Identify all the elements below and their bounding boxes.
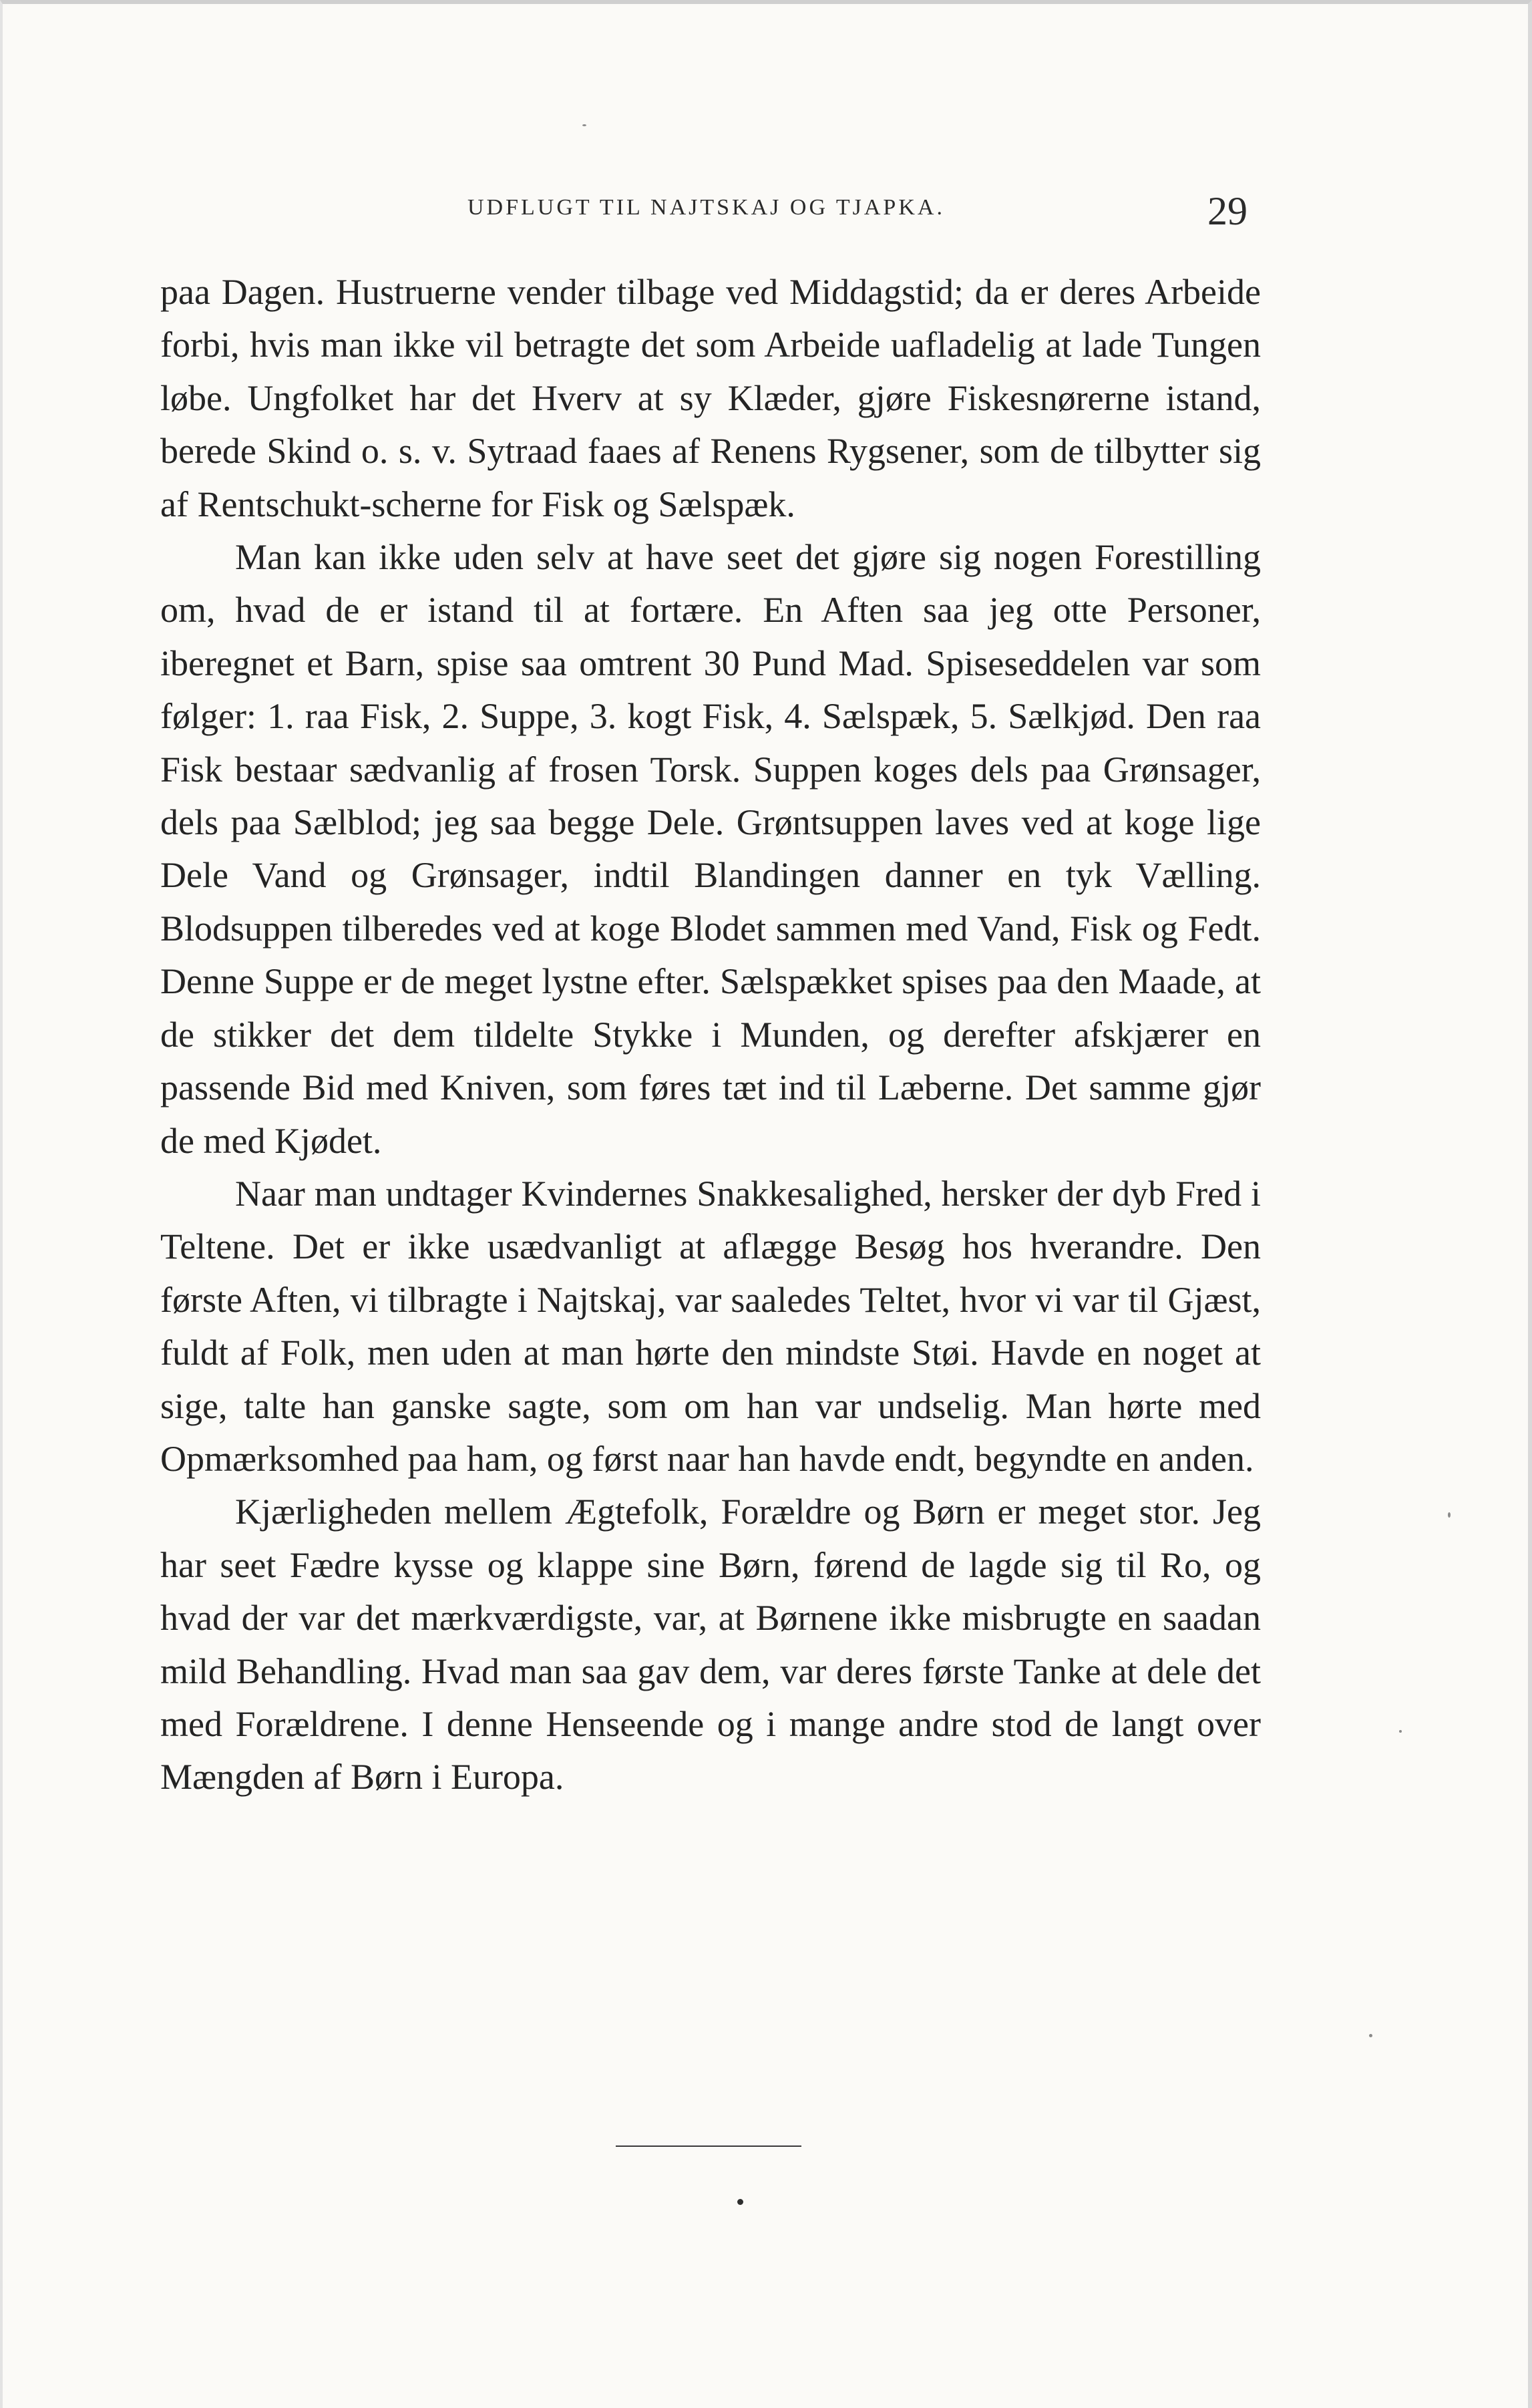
paper-speck xyxy=(1399,1730,1402,1733)
running-head: UDFLUGT TIL NAJTSKAJ OG TJAPKA. xyxy=(467,195,945,220)
paper-speck xyxy=(1369,2034,1372,2037)
closing-rule xyxy=(616,2145,801,2147)
paper-speck xyxy=(582,124,586,126)
paragraph-1: paa Dagen. Hustruerne vender tilbage ved Middagstid; da er deres Arbeide forbi, hvis man ikke vil betragte det som Arbeide uafladelig at lade Tungen løbe. Ungfolket har det Hverv at sy Klæder, gjøre Fiskesnørerne istand, berede Skind o. s. v. Sytraad faaes af Renens Rygsener, som de tilbytter sig af Rentschukt-scherne for Fisk og Sælspæk. xyxy=(160,272,1261,524)
paragraph-4: Kjærligheden mellem Ægtefolk, Forældre og Børn er meget stor. Jeg har seet Fædre kysse og klappe sine Børn, førend de lagde sig til Ro, og hvad der var det mærkværdigste, var, at Børnene ikke misbrugte en saadan mild Behandling. Hvad man saa gav dem, var deres første Tanke at dele det med Forældrene. I denne Henseende og i mange andre stod de langt over Mængden af Børn i Europa. xyxy=(160,1492,1261,1797)
paragraph-3: Naar man undtager Kvindernes Snakkesalighed, hersker der dyb Fred i Teltene. Det er ikke usædvanligt at aflægge Besøg hos hverandre. Den første Aften, vi tilbragte i Najtskaj, var saaledes Teltet, hvor vi var til Gjæst, fuldt af Folk, men uden at man hørte den mindste Støi. Havde en noget at sige, talte han ganske sagte, som om han var undselig. Man hørte med Opmærksomhed paa ham, og først naar han havde endt, begyndte en anden. xyxy=(160,1173,1261,1479)
body-text xyxy=(160,266,1261,1804)
paragraph-2: Man kan ikke uden selv at have seet det gjøre sig nogen Forestilling om, hvad de er istand til at fortære. En Aften saa jeg otte Personer, iberegnet et Barn, spise saa omtrent 30 Pund Mad. Spiseseddelen var som følger: 1. raa Fisk, 2. Suppe, 3. kogt Fisk, 4. Sælspæk, 5. Sælkjød. Den raa Fisk bestaar sædvanlig af frosen Torsk. Suppen koges dels paa Grønsager, dels paa Sælblod; jeg saa begge Dele. Grøntsuppen laves ved at koge lige Dele Vand og Grønsager, indtil Blandingen danner en tyk Vælling. Blodsuppen tilberedes ved at koge Blodet sammen med Vand, Fisk og Fedt. Denne Suppe er de meget lystne efter. Sælspækket spises paa den Maade, at de stikker det dem tildelte Stykke i Munden, og derefter afskjærer en passende Bid med Kniven, som føres tæt ind til Læberne. Det samme gjør de med Kjødet. xyxy=(160,537,1261,1161)
page-number: 29 xyxy=(1207,189,1248,233)
paper-speck xyxy=(1448,1512,1451,1518)
ornament-dot xyxy=(737,2199,743,2205)
